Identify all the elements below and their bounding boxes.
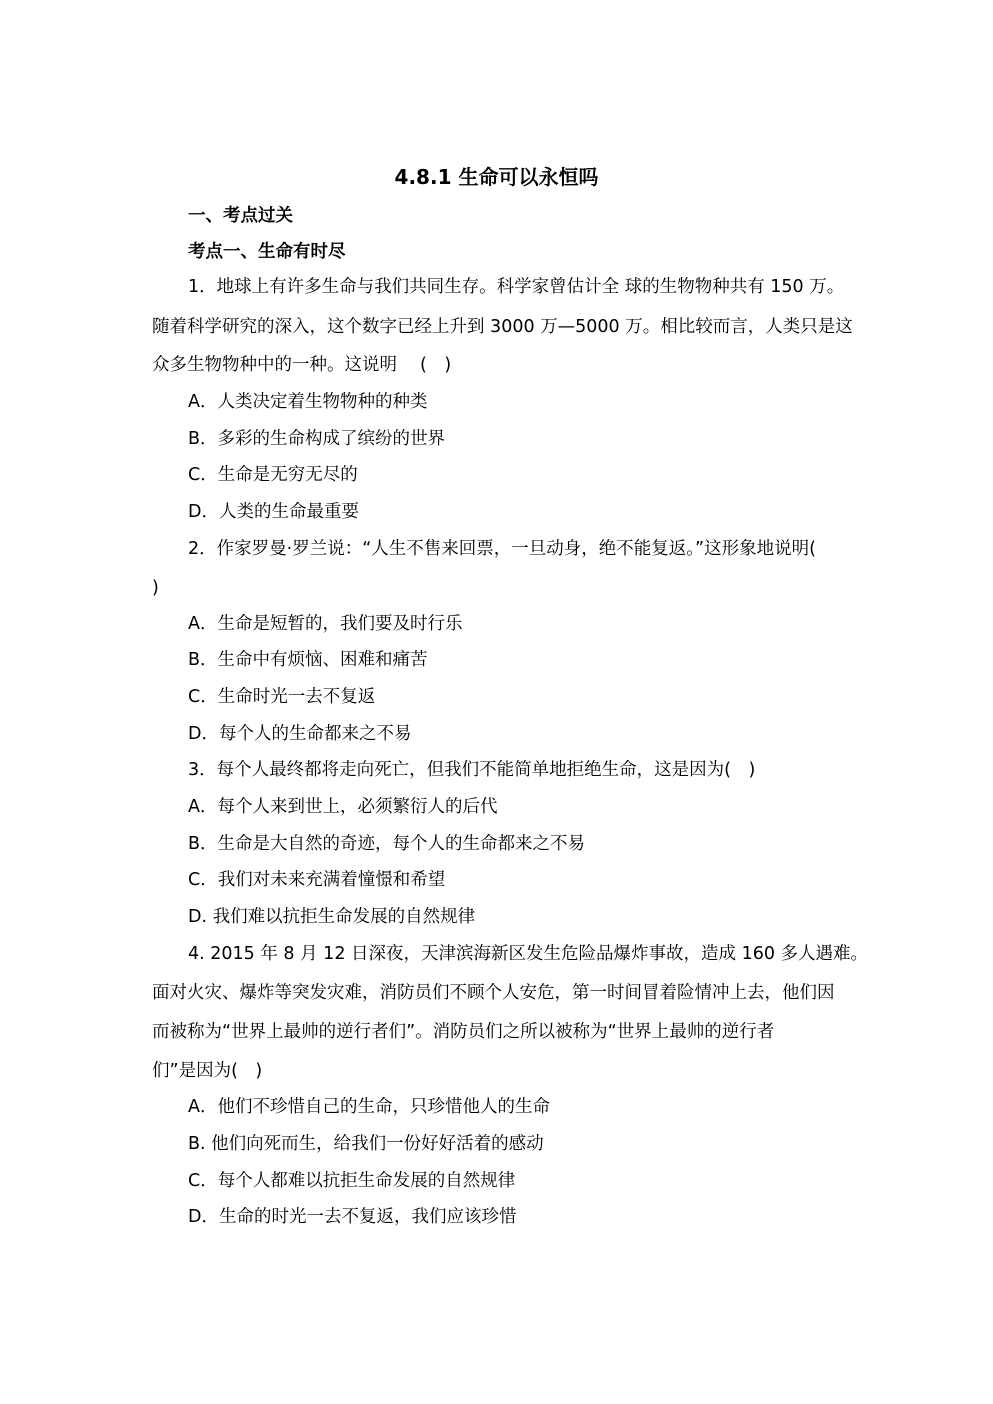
question-2-text-line-1: 2．作家罗曼·罗兰说：“人生不售来回票，一旦动身，绝不能复返。”这形象地说明( (188, 539, 816, 559)
question-4-text-line-1: 4. 2015 年 8 月 12 日深夜，天津滨海新区发生危险品爆炸事故，造成 160 多人遇难。 (188, 944, 869, 964)
question-2-option-b: B．生命中有烦恼、困难和痛苦 (188, 650, 428, 670)
question-4-text-line-4: 们”是因为( ) (152, 1061, 263, 1081)
subsection-heading: 考点一、生命有时尽 (188, 242, 346, 262)
question-1-option-d: D．人类的生命最重要 (188, 502, 359, 522)
question-1-text-line-1: 1．地球上有许多生命与我们共同生存。科学家曾估计全 球的生物物种共有 150 万。 (188, 277, 845, 297)
question-3-option-c: C．我们对未来充满着憧憬和希望 (188, 870, 446, 890)
section-heading: 一、考点过关 (188, 206, 293, 226)
question-1-text-line-3: 众多生物物种中的一种。这说明 ( ) (152, 355, 452, 375)
question-3-text-line-1: 3．每个人最终都将走向死亡，但我们不能简单地拒绝生命，这是因为( ) (188, 760, 756, 780)
question-4-option-b: B. 他们向死而生，给我们一份好好活着的感动 (188, 1134, 544, 1154)
question-3-option-d: D. 我们难以抗拒生命发展的自然规律 (188, 907, 476, 927)
question-1-text-line-2: 随着科学研究的深入，这个数字已经上升到 3000 万—5000 万。相比较而言，人类只是这 (152, 317, 853, 337)
question-4-text-line-2: 面对火灾、爆炸等突发灾难，消防员们不顾个人安危，第一时间冒着险情冲上去，他们因 (152, 983, 835, 1003)
question-1-option-c: C．生命是无穷无尽的 (188, 465, 358, 485)
question-1-option-b: B．多彩的生命构成了缤纷的世界 (188, 429, 446, 449)
question-4-option-c: C．每个人都难以抗拒生命发展的自然规律 (188, 1171, 516, 1191)
question-2-option-a: A．生命是短暂的，我们要及时行乐 (188, 614, 463, 634)
question-1-option-a: A．人类决定着生物物种的种类 (188, 392, 428, 412)
question-3-option-b: B．生命是大自然的奇迹，每个人的生命都来之不易 (188, 834, 586, 854)
question-4-option-d: D．生命的时光一去不复返，我们应该珍惜 (188, 1207, 517, 1227)
page-title: 4.8.1 生命可以永恒吗 (394, 165, 599, 189)
question-4-text-line-3: 而被称为“世界上最帅的逆行者们”。消防员们之所以被称为“世界上最帅的逆行者 (152, 1022, 775, 1042)
question-2-option-d: D．每个人的生命都来之不易 (188, 724, 412, 744)
question-2-option-c: C．生命时光一去不复返 (188, 687, 376, 707)
question-2-text-line-2: ) (152, 578, 159, 598)
question-4-option-a: A．他们不珍惜自己的生命，只珍惜他人的生命 (188, 1097, 550, 1117)
question-3-option-a: A．每个人来到世上，必须繁衍人的后代 (188, 797, 498, 817)
